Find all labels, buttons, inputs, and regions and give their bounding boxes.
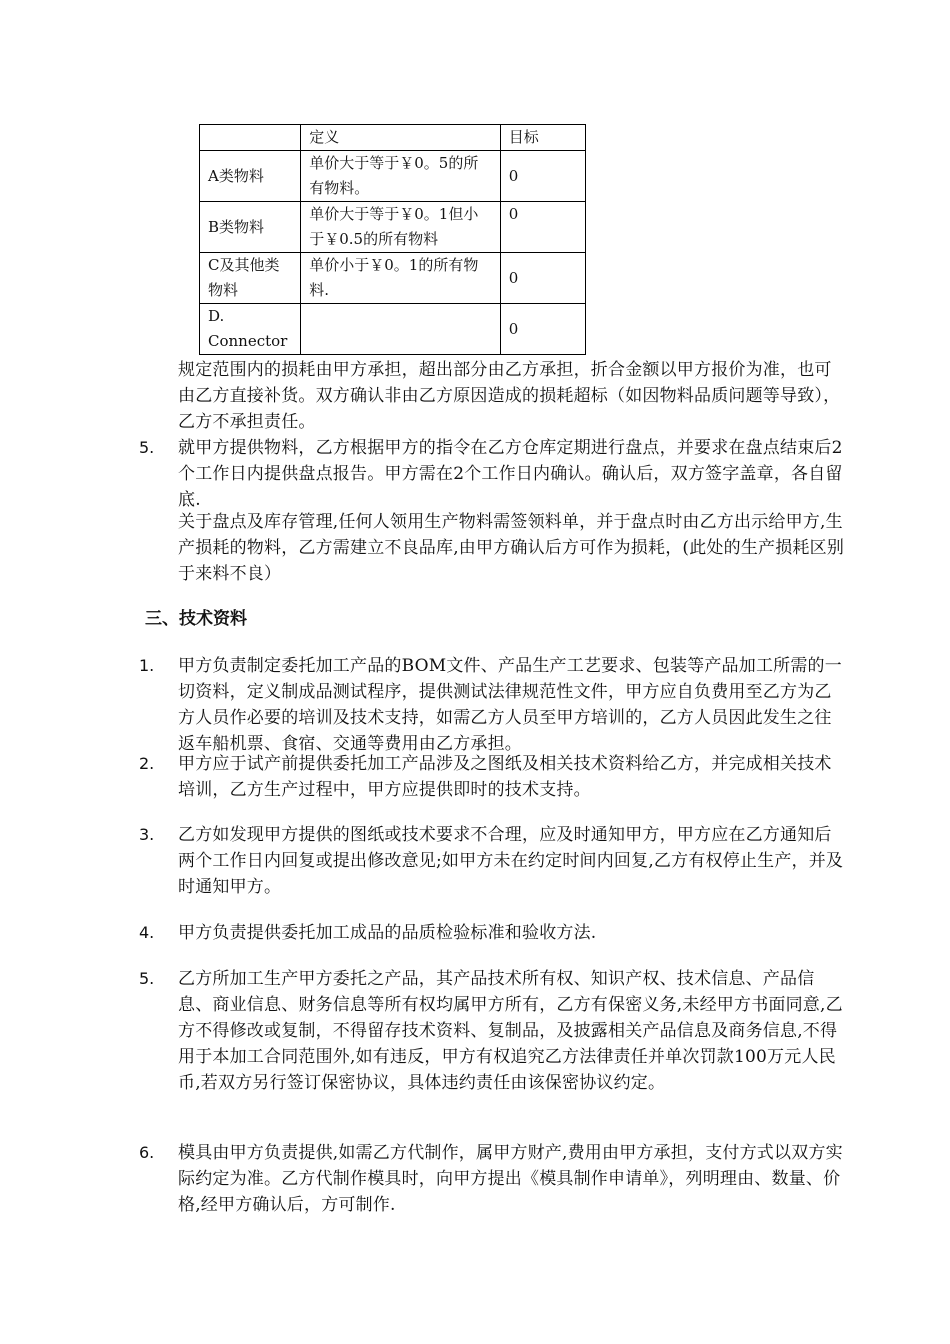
section-heading: 三、技术资料 bbox=[145, 609, 247, 629]
table-cell-category: D. Connector bbox=[200, 304, 301, 355]
table-cell-category: C及其他类物料 bbox=[200, 253, 301, 304]
list-number: 4. bbox=[139, 923, 155, 942]
list-item-text: 甲方负责提供委托加工成品的品质检验标准和验收方法. bbox=[178, 923, 597, 943]
list-item-text: 甲方负责制定委托加工产品的BOM文件、产品生产工艺要求、包装等产品加工所需的一切资料，定义制成品测试程序，提供测试法律规范性文件，甲方应自负费用至乙方为乙方人员作必要的培训及技术支持，如需乙方人员至甲方培训的，乙方人员因此发生之往返车船机票、食宿、交通等费用由乙方承担。 bbox=[178, 656, 842, 754]
list-number: 5. bbox=[139, 969, 155, 988]
table-header-row bbox=[200, 125, 586, 151]
list-item-text: 甲方应于试产前提供委托加工产品涉及之图纸及相关技术资料给乙方，并完成相关技术培训，乙方生产过程中，甲方应提供即时的技术支持。 bbox=[178, 754, 832, 800]
table-row bbox=[200, 202, 586, 253]
list-item-text: 乙方所加工生产甲方委托之产品，其产品技术所有权、知识产权、技术信息、产品信息、商业信息、财务信息等所有权均属甲方所有，乙方有保密义务,未经甲方书面同意,乙方不得修改或复制，不得留存技术资料、复制品，及披露相关产品信息及商务信息,不得用于本加工合同范围外,如有违反，甲方有权追究乙方法律责任并单次罚款100万元人民币,若双方另行签订保密协议，具体违约责任由该保密协议约定。 bbox=[178, 969, 843, 1093]
table-cell-definition: 单价大于等于￥0。1但小于￥0.5的所有物料 bbox=[301, 202, 501, 253]
table-cell-definition bbox=[301, 304, 501, 355]
table-header-cell: 定义 bbox=[301, 125, 501, 151]
loss-target-table bbox=[199, 124, 586, 355]
list-number: 3. bbox=[139, 825, 155, 844]
table-cell-target: 0 bbox=[500, 253, 585, 304]
inventory-paragraph: 就甲方提供物料，乙方根据甲方的指令在乙方仓库定期进行盘点，并要求在盘点结束后2个工作日内提供盘点报告。甲方需在2个工作日内确认。确认后，双方签字盖章，各自留底. bbox=[178, 438, 843, 510]
table-cell-category: A类物料 bbox=[200, 151, 301, 202]
list-item-text: 乙方如发现甲方提供的图纸或技术要求不合理，应及时通知甲方，甲方应在乙方通知后两个工作日内回复或提出修改意见;如甲方未在约定时间内回复,乙方有权停止生产，并及时通知甲方。 bbox=[178, 825, 844, 897]
loss-paragraph: 规定范围内的损耗由甲方承担，超出部分由乙方承担，折合金额以甲方报价为准，也可由乙方直接补货。双方确认非由乙方原因造成的损耗超标（如因物料品质问题等导致），乙方不承担责任。 bbox=[178, 360, 841, 432]
table-cell-definition: 单价小于￥0。1的所有物料. bbox=[301, 253, 501, 304]
table-cell-definition: 单价大于等于￥0。5的所有物料。 bbox=[301, 151, 501, 202]
table-row bbox=[200, 304, 586, 355]
table-row bbox=[200, 253, 586, 304]
table-header-cell bbox=[200, 125, 301, 151]
list-number: 5. bbox=[139, 438, 155, 457]
table-cell-category: B类物料 bbox=[200, 202, 301, 253]
inventory-management-paragraph: 关于盘点及库存管理,任何人领用生产物料需签领料单，并于盘点时由乙方出示给甲方,生产损耗的物料，乙方需建立不良品库,由甲方确认后方可作为损耗，(此处的生产损耗区别于来料不良） bbox=[178, 512, 845, 584]
table-header-cell: 目标 bbox=[500, 125, 585, 151]
table-cell-target: 0 bbox=[500, 304, 585, 355]
table-cell-target: 0 bbox=[500, 151, 585, 202]
list-item-text: 模具由甲方负责提供,如需乙方代制作，属甲方财产,费用由甲方承担，支付方式以双方实际约定为准。乙方代制作模具时，向甲方提出《模具制作申请单》，列明理由、数量、价格,经甲方确认后，方可制作. bbox=[178, 1143, 843, 1215]
list-number: 2. bbox=[139, 754, 155, 773]
list-number: 6. bbox=[139, 1143, 155, 1162]
list-number: 1. bbox=[139, 656, 155, 675]
table-cell-target: 0 bbox=[500, 202, 585, 253]
table-row bbox=[200, 151, 586, 202]
